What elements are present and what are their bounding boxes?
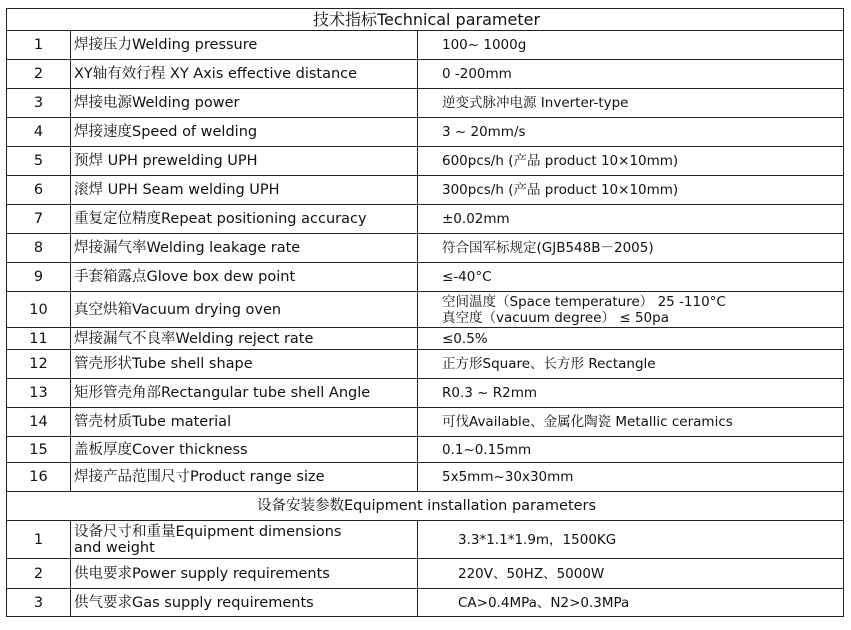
row-number: 7: [7, 205, 71, 234]
parameter-value: 5x5mm~30x30mm: [418, 463, 844, 492]
parameter-name: 供气要求Gas supply requirements: [71, 589, 418, 617]
table-row: [7, 408, 844, 437]
row-number: 2: [7, 559, 71, 589]
parameter-name: 焊接速度Speed of welding: [71, 118, 418, 147]
table-row: [7, 292, 844, 328]
table-row: [7, 205, 844, 234]
row-number: 9: [7, 263, 71, 292]
table-row: [7, 328, 844, 350]
parameter-value: 300pcs/h (产品 product 10×10mm): [418, 176, 844, 205]
value-line: 空间温度（Space temperature） 25 -110°C: [442, 293, 726, 310]
parameter-value: 600pcs/h (产品 product 10×10mm): [418, 147, 844, 176]
row-number: 1: [7, 521, 71, 559]
technical-header-row: [7, 9, 844, 31]
row-number: 3: [7, 589, 71, 617]
parameter-value: 0.1~0.15mm: [418, 437, 844, 463]
row-number: 2: [7, 60, 71, 89]
technical-title: 技术指标Technical parameter: [7, 9, 844, 31]
parameter-value: 100~ 1000g: [418, 31, 844, 60]
parameter-value: 3 ~ 20mm/s: [418, 118, 844, 147]
row-number: 13: [7, 379, 71, 408]
parameter-value: ±0.02mm: [418, 205, 844, 234]
parameter-name: 矩形管壳角部Rectangular tube shell Angle: [71, 379, 418, 408]
parameter-name: 滚焊 UPH Seam welding UPH: [71, 176, 418, 205]
row-number: 12: [7, 350, 71, 379]
parameter-name: 焊接压力Welding pressure: [71, 31, 418, 60]
parameter-value: R0.3 ~ R2mm: [418, 379, 844, 408]
table-row: [7, 89, 844, 118]
installation-header-row: [7, 492, 844, 521]
parameter-sheet: [6, 8, 843, 617]
row-number: 10: [7, 292, 71, 328]
row-number: 3: [7, 89, 71, 118]
parameter-value: CA>0.4MPa、N2>0.3MPa: [418, 589, 844, 617]
parameter-name: 焊接漏气率Welding leakage rate: [71, 234, 418, 263]
parameter-name: 预焊 UPH prewelding UPH: [71, 147, 418, 176]
table-row: [7, 31, 844, 60]
table-row: [7, 234, 844, 263]
parameter-name: 管壳材质Tube material: [71, 408, 418, 437]
table-row: [7, 463, 844, 492]
table-row: [7, 350, 844, 379]
parameter-value: 符合国军标规定(GJB548B－2005): [418, 234, 844, 263]
parameter-value: [418, 292, 844, 328]
parameter-name: 焊接电源Welding power: [71, 89, 418, 118]
table-row: [7, 118, 844, 147]
table-row: [7, 521, 844, 559]
parameter-value: 可伐Available、金属化陶瓷 Metallic ceramics: [418, 408, 844, 437]
table-row: [7, 559, 844, 589]
table-row: [7, 589, 844, 617]
parameter-table: [6, 8, 844, 617]
parameter-name: 盖板厚度Cover thickness: [71, 437, 418, 463]
table-row: [7, 437, 844, 463]
parameter-name: 重复定位精度Repeat positioning accuracy: [71, 205, 418, 234]
row-number: 16: [7, 463, 71, 492]
parameter-name: 真空烘箱Vacuum drying oven: [71, 292, 418, 328]
table-row: [7, 176, 844, 205]
parameter-name: [71, 521, 418, 559]
parameter-name: 管壳形状Tube shell shape: [71, 350, 418, 379]
parameter-value: 逆变式脉冲电源 Inverter-type: [418, 89, 844, 118]
parameter-value: ≤0.5%: [418, 328, 844, 350]
row-number: 6: [7, 176, 71, 205]
parameter-value: ≤-40°C: [418, 263, 844, 292]
installation-title: 设备安装参数Equipment installation parameters: [7, 492, 844, 521]
parameter-value: 0 -200mm: [418, 60, 844, 89]
row-number: 1: [7, 31, 71, 60]
name-line: and weight: [74, 539, 155, 556]
row-number: 15: [7, 437, 71, 463]
table-row: [7, 147, 844, 176]
row-number: 11: [7, 328, 71, 350]
table-row: [7, 263, 844, 292]
row-number: 5: [7, 147, 71, 176]
parameter-name: 焊接漏气不良率Welding reject rate: [71, 328, 418, 350]
parameter-value: 220V、50HZ、5000W: [418, 559, 844, 589]
parameter-value: 正方形Square、长方形 Rectangle: [418, 350, 844, 379]
parameter-name: 供电要求Power supply requirements: [71, 559, 418, 589]
row-number: 14: [7, 408, 71, 437]
row-number: 8: [7, 234, 71, 263]
row-number: 4: [7, 118, 71, 147]
table-row: [7, 60, 844, 89]
parameter-name: 焊接产品范围尺寸Product range size: [71, 463, 418, 492]
name-line: 设备尺寸和重量Equipment dimensions: [74, 523, 342, 540]
parameter-value: 3.3*1.1*1.9m，1500KG: [418, 521, 844, 559]
parameter-name: XY轴有效行程 XY Axis effective distance: [71, 60, 418, 89]
parameter-name: 手套箱露点Glove box dew point: [71, 263, 418, 292]
table-row: [7, 379, 844, 408]
value-line: 真空度（vacuum degree） ≤ 50pa: [442, 309, 669, 326]
